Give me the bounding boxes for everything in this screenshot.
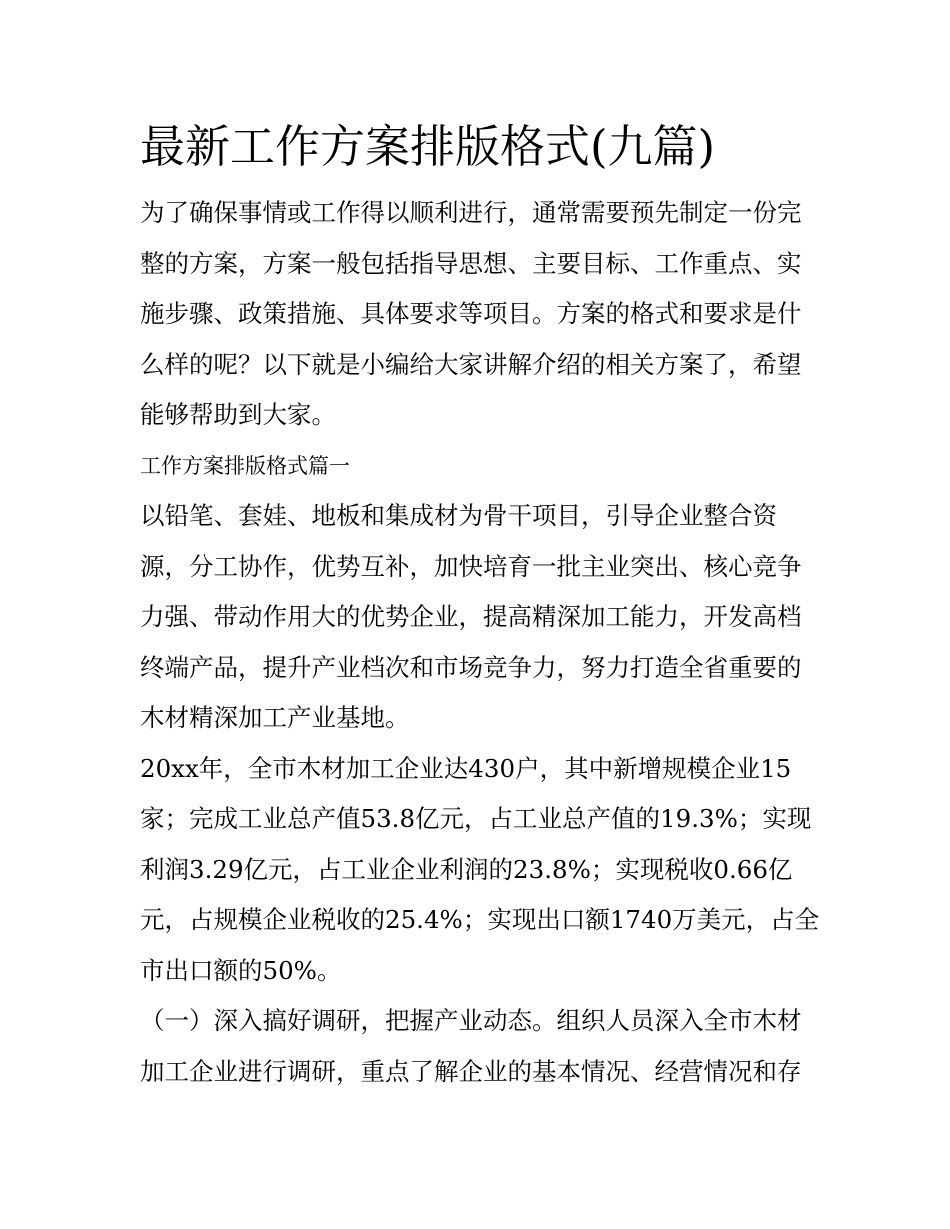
statistics-paragraph: 20xx年，全市木材加工企业达430户，其中新增规模企业15家；完成工业总产值53.8亿元，占工业总产值的19.3%；实现利润3.29亿元，占工业企业利润的23.8%；实现税收0.66亿元，占规模企业税收的25.4%；实现出口额1740万美元，占全市出口额的50%。 — [140, 753, 820, 985]
document-body — [140, 112, 820, 1097]
document-title: 最新工作方案排版格式(九篇) — [140, 120, 716, 173]
body-paragraph: 以铅笔、套娃、地板和集成材为骨干项目，引导企业整合资源，分工协作，优势互补，加快培育一批主业突出、核心竞争力强、带动作用大的优势企业，提高精深加工能力，开发高档终端产品，提升产业档次和市场竞争力，努力打造全省重要的木材精深加工产业基地。 — [140, 501, 802, 732]
section-heading: 工作方案排版格式篇一 — [140, 453, 350, 478]
intro-paragraph: 为了确保事情或工作得以顺利进行，通常需要预先制定一份完整的方案，方案一般包括指导思想、主要目标、工作重点、实施步骤、政策措施、具体要求等项目。方案的格式和要求是什么样的呢？以下就是小编给大家讲解介绍的相关方案了，希望能够帮助到大家。 — [140, 198, 802, 429]
body-paragraph: （一）深入搞好调研，把握产业动态。组织人员深入全市木材加工企业进行调研，重点了解企业的基本情况、经营情况和存 — [140, 1006, 802, 1086]
